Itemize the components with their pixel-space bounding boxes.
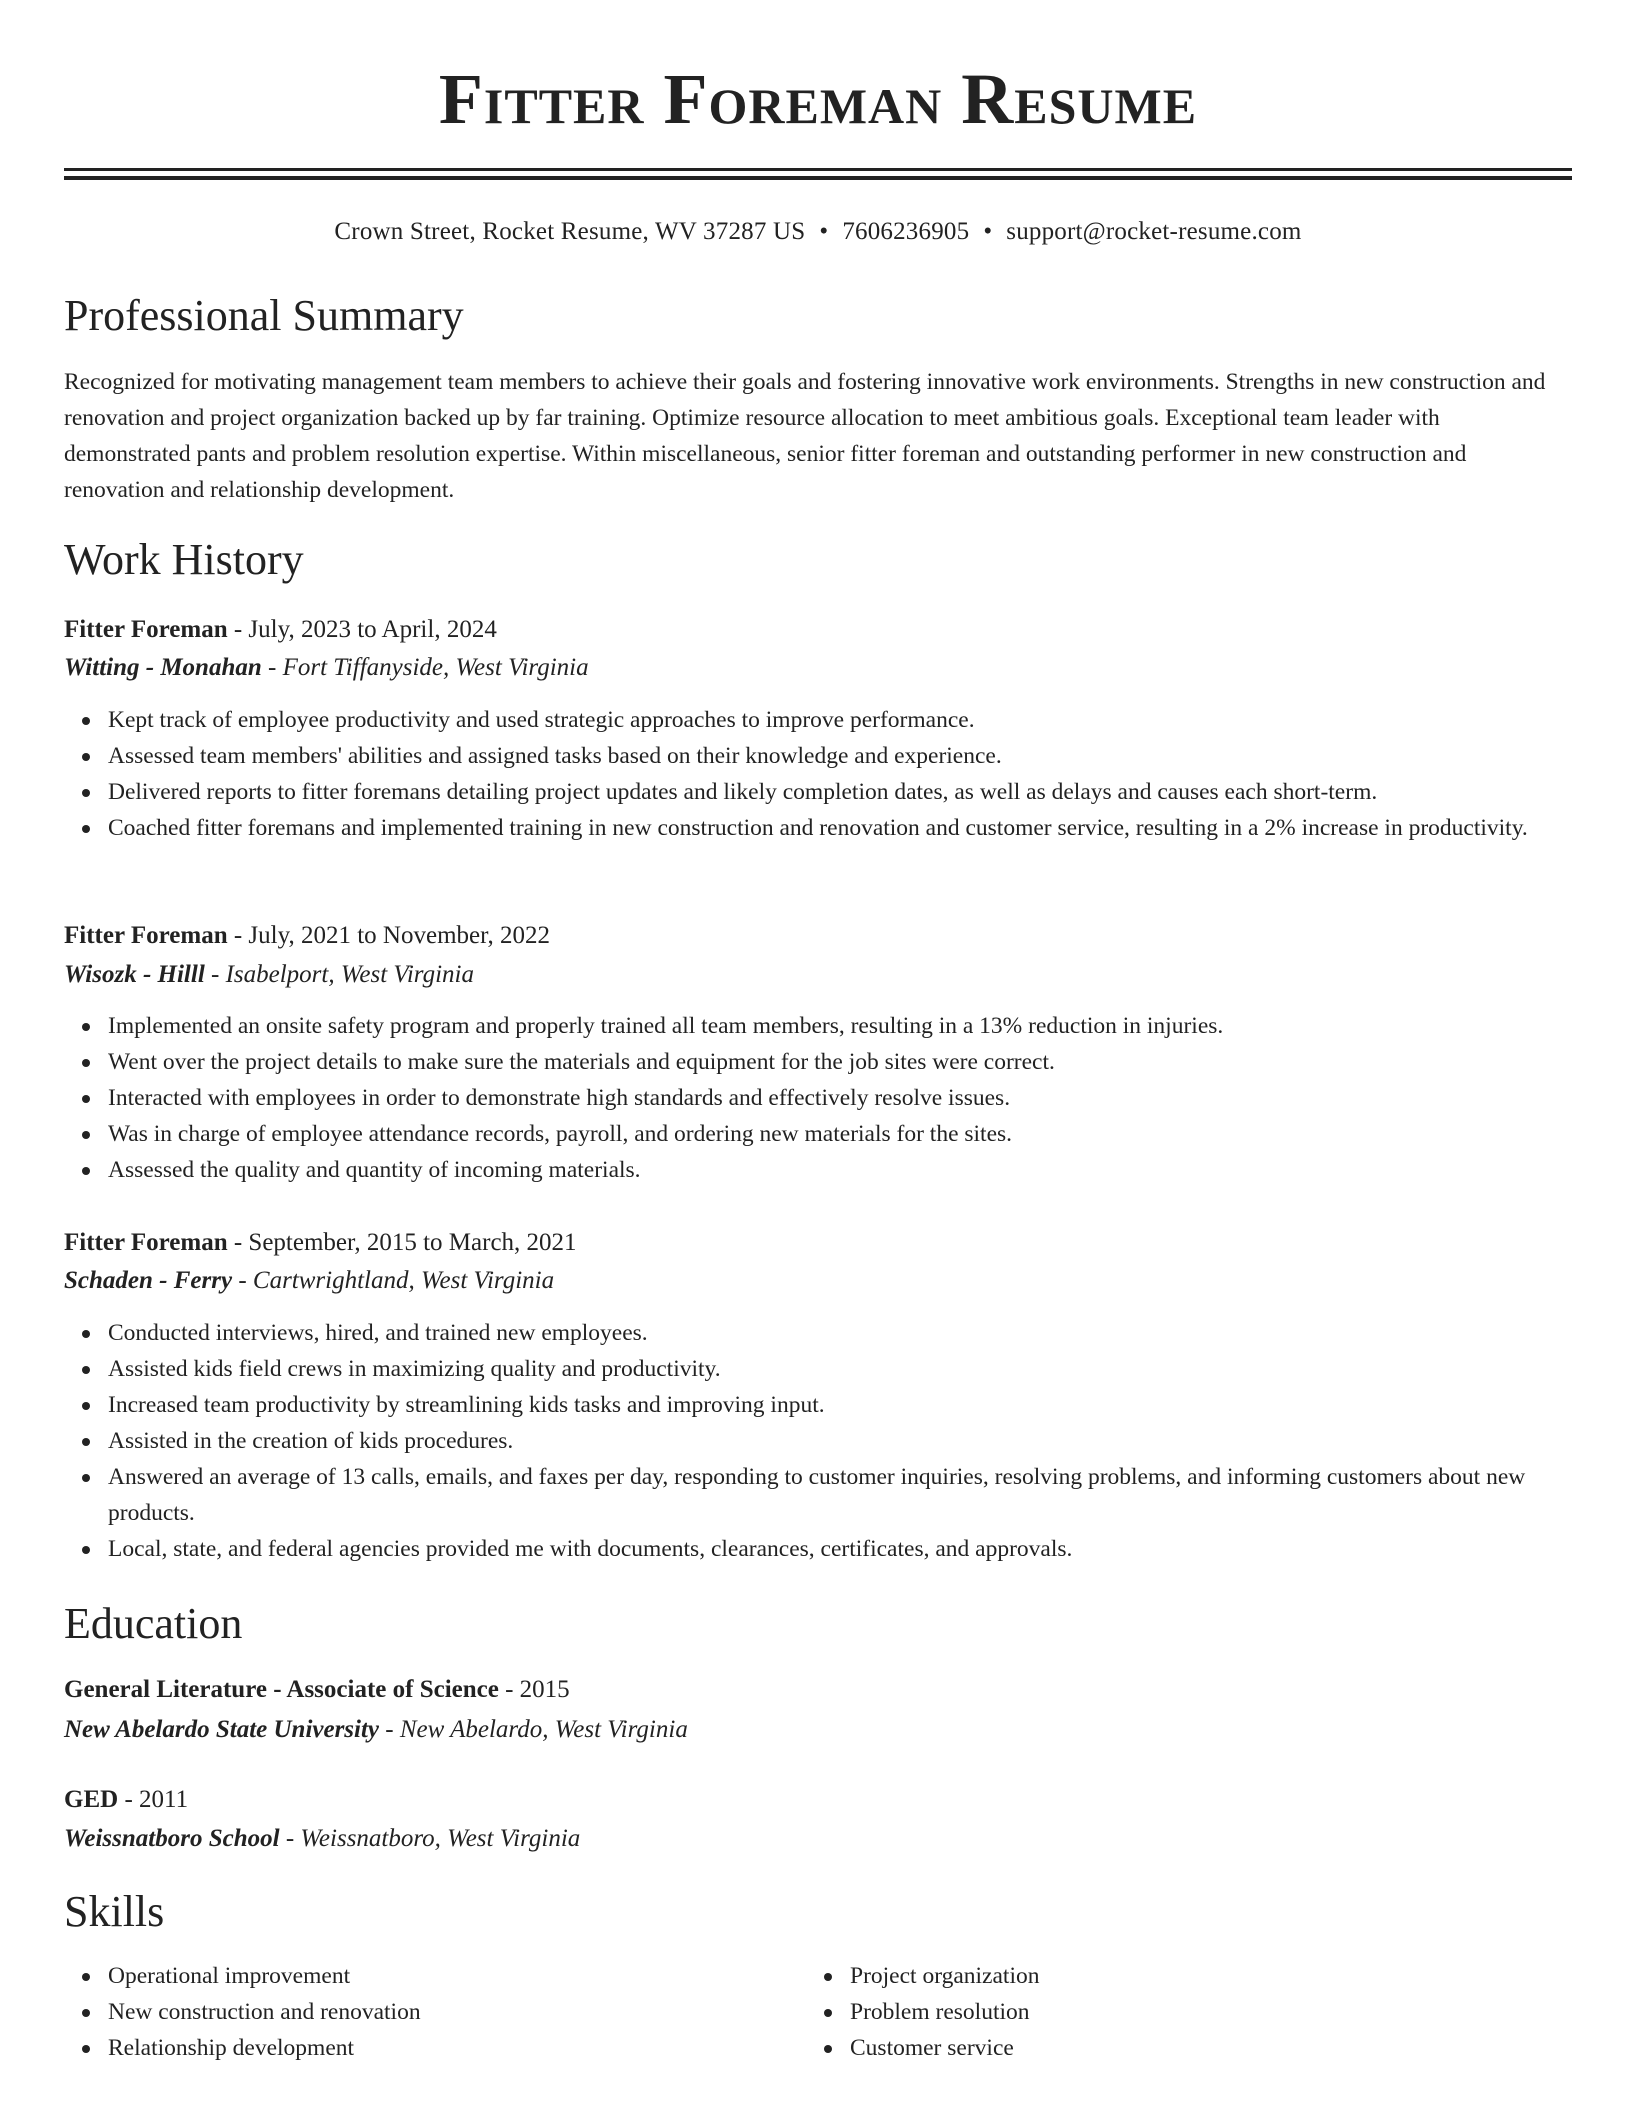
- job-header: [64, 918, 550, 954]
- section-heading-education: Education: [64, 1599, 243, 1648]
- job-header: [64, 1225, 577, 1261]
- list-item: Local, state, and federal agencies provided me with documents, clearances, certificates, and approvals.: [108, 1531, 1572, 1567]
- job-location: - Isabelport, West Virginia: [204, 961, 474, 988]
- list-item: Kept track of employee productivity and used strategic approaches to improve performance.: [108, 702, 1572, 738]
- list-item: Implemented an onsite safety program and properly trained all team members, resulting in a 13% reduction in injuries.: [108, 1008, 1572, 1044]
- section-heading-work-history: Work History: [64, 535, 304, 584]
- education-header: [64, 1782, 188, 1818]
- education-school-line: [64, 1712, 688, 1748]
- job-company: Witting - Monahan: [64, 654, 262, 681]
- education-location: - Weissnatboro, West Virginia: [279, 1825, 581, 1852]
- job-dates: - July, 2023 to April, 2024: [227, 616, 497, 643]
- list-item: Assisted in the creation of kids procedures.: [108, 1423, 1572, 1459]
- education-school: New Abelardo State University: [64, 1716, 380, 1743]
- list-item: Coached fitter foremans and implemented training in new construction and renovation and customer service, resulting in a 2% increase in productivity.: [108, 810, 1572, 846]
- job-company: Wisozk - Hilll: [64, 961, 205, 988]
- education-year: - 2011: [118, 1786, 189, 1813]
- education-school: Weissnatboro School: [64, 1825, 280, 1852]
- skill-item: Relationship development: [108, 2030, 764, 2066]
- job-title: Fitter Foreman: [64, 616, 228, 643]
- contact-separator: •: [819, 218, 829, 245]
- contact-line: [64, 214, 1572, 250]
- skills-list-right: [806, 1958, 1506, 2066]
- education-degree: General Literature - Associate of Science: [64, 1676, 499, 1703]
- job-duties-list: [64, 1315, 1572, 1567]
- job-header: [64, 612, 497, 648]
- list-item: Was in charge of employee attendance records, payroll, and ordering new materials for the sites.: [108, 1116, 1572, 1152]
- section-heading-skills: Skills: [64, 1887, 165, 1936]
- skill-item: New construction and renovation: [108, 1994, 764, 2030]
- job-location: - Fort Tiffanyside, West Virginia: [261, 654, 589, 681]
- summary-text: Recognized for motivating management team members to achieve their goals and fostering innovative work environments. Strengths in new construction and renovation and project organization backed up by far training. Optimize resource allocation to meet ambitious goals. Exceptional team leader with demonstrated pants and problem resolution expertise. Within miscellaneous, senior fitter foreman and outstanding performer in new construction and renovation and relationship development.: [64, 369, 1546, 503]
- skills-list-left: [64, 1958, 764, 2066]
- skill-item: Project organization: [850, 1958, 1506, 1994]
- list-item: Answered an average of 13 calls, emails, and faxes per day, responding to customer inquiries, resolving problems, and informing customers about new products.: [108, 1459, 1572, 1531]
- list-item: Assessed team members' abilities and assigned tasks based on their knowledge and experience.: [108, 738, 1572, 774]
- job-location: - Cartwrightland, West Virginia: [232, 1267, 555, 1294]
- job-dates: - September, 2015 to March, 2021: [227, 1229, 577, 1256]
- contact-email: support@rocket-resume.com: [1006, 218, 1302, 245]
- title-divider-bottom: [64, 176, 1572, 180]
- resume-page: [64, 0, 1572, 2061]
- list-item: Assessed the quality and quantity of incoming materials.: [108, 1152, 1572, 1188]
- list-item: Increased team productivity by streamlining kids tasks and improving input.: [108, 1387, 1572, 1423]
- skill-item: Customer service: [850, 2030, 1506, 2066]
- education-degree: GED: [64, 1786, 119, 1813]
- resume-title: Fitter Foreman Resume: [438, 59, 1198, 139]
- education-location: - New Abelardo, West Virginia: [379, 1716, 688, 1743]
- contact-phone: 7606236905: [842, 218, 970, 245]
- job-duties-list: [64, 1008, 1572, 1188]
- job-duties-list: [64, 702, 1572, 846]
- list-item: Conducted interviews, hired, and trained new employees.: [108, 1315, 1572, 1351]
- job-title: Fitter Foreman: [64, 922, 228, 949]
- title-divider-top: [64, 168, 1572, 171]
- education-year: - 2015: [498, 1676, 570, 1703]
- job-title: Fitter Foreman: [64, 1229, 228, 1256]
- section-heading-summary: Professional Summary: [64, 291, 464, 340]
- job-company-line: [64, 957, 474, 993]
- list-item: Went over the project details to make sure the materials and equipment for the job sites were correct.: [108, 1044, 1572, 1080]
- contact-separator: •: [983, 218, 993, 245]
- job-company-line: [64, 1263, 554, 1299]
- job-company: Schaden - Ferry: [64, 1267, 233, 1294]
- job-company-line: [64, 650, 589, 686]
- job-dates: - July, 2021 to November, 2022: [227, 922, 550, 949]
- list-item: Interacted with employees in order to demonstrate high standards and effectively resolve issues.: [108, 1080, 1572, 1116]
- education-school-line: [64, 1821, 580, 1857]
- skill-item: Problem resolution: [850, 1994, 1506, 2030]
- list-item: Assisted kids field crews in maximizing quality and productivity.: [108, 1351, 1572, 1387]
- skill-item: Operational improvement: [108, 1958, 764, 1994]
- education-header: [64, 1672, 570, 1708]
- list-item: Delivered reports to fitter foremans detailing project updates and likely completion dates, as well as delays and causes each short-term.: [108, 774, 1572, 810]
- contact-address: Crown Street, Rocket Resume, WV 37287 US: [334, 218, 806, 245]
